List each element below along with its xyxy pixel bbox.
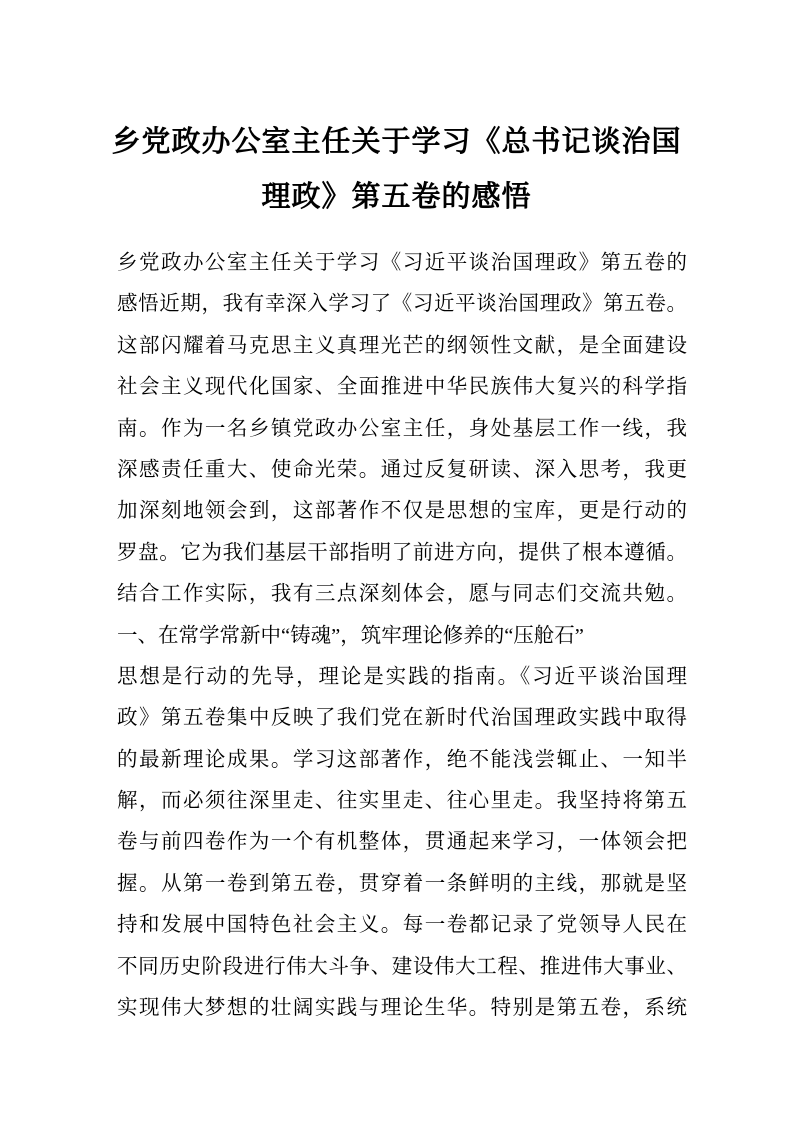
body-line: 思想是行动的先导，理论是实践的指南。《习近平谈治国理	[117, 665, 687, 688]
title-line: 理政》第五卷的感悟	[261, 181, 532, 213]
body-line: 南。作为一名乡镇党政办公室主任，身处基层工作一线，我	[117, 417, 687, 440]
body-line: 握。从第一卷到第五卷，贯穿着一条鲜明的主线，那就是坚	[117, 872, 687, 895]
body-line: 社会主义现代化国家、全面推进中华民族伟大复兴的科学指	[117, 376, 687, 399]
body-line: 深感责任重大、使命光荣。通过反复研读、深入思考，我更	[117, 458, 687, 481]
body-line: 加深刻地领会到，这部著作不仅是思想的宝库，更是行动的	[117, 500, 687, 523]
title-line: 乡党政办公室主任关于学习《总书记谈治国	[111, 126, 682, 158]
body-line: 一、在常学常新中“铸魂”，筑牢理论修养的“压舱石”	[117, 624, 584, 647]
body-line: 持和发展中国特色社会主义。每一卷都记录了党领导人民在	[117, 914, 687, 937]
body-line: 卷与前四卷作为一个有机整体，贯通起来学习，一体领会把	[117, 831, 687, 854]
body-line: 实现伟大梦想的壮阔实践与理论生华。特别是第五卷，系统	[117, 997, 687, 1020]
body-line: 政》第五卷集中反映了我们党在新时代治国理政实践中取得	[117, 707, 687, 730]
body-line: 的最新理论成果。学习这部著作，绝不能浅尝辄止、一知半	[117, 748, 687, 771]
body-line: 这部闪耀着马克思主义真理光芒的纲领性文献，是全面建设	[117, 334, 687, 357]
body-line: 罗盘。它为我们基层干部指明了前进方向，提供了根本遵循。	[117, 541, 687, 564]
body-line: 不同历史阶段进行伟大斗争、建设伟大工程、推进伟大事业、	[117, 955, 687, 978]
body-line: 解，而必须往深里走、往实里走、往心里走。我坚持将第五	[117, 790, 687, 813]
body-line: 结合工作实际，我有三点深刻体会，愿与同志们交流共勉。	[117, 583, 687, 606]
document-title	[0, 115, 793, 225]
body-line: 乡党政办公室主任关于学习《习近平谈治国理政》第五卷的	[117, 252, 687, 274]
document-body	[117, 243, 687, 1029]
body-line: 感悟近期，我有幸深入学习了《习近平谈治国理政》第五卷。	[117, 293, 687, 316]
